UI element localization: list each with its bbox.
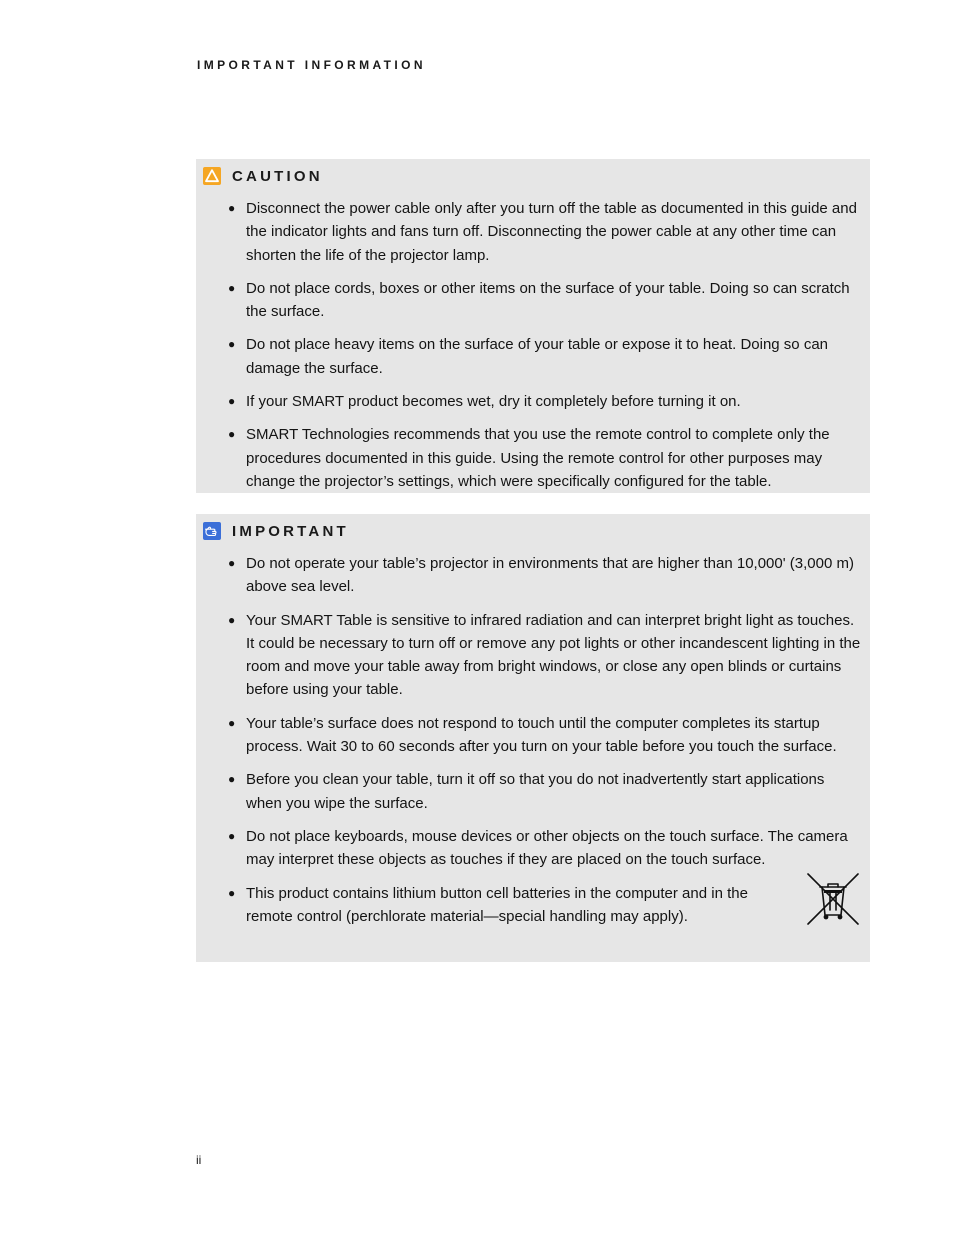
- bullet: ●: [228, 715, 236, 730]
- list-item: ● Your SMART Table is sensitive to infrared radiation and can interpret bright light as touches. It could be necessary to turn off or remove any pot lights or other incandescent lighting in the room and move your table away from bright windows, or close any open blinds or curtains before using your table.: [196, 609, 870, 702]
- caution-heading: [203, 167, 323, 185]
- important-panel: [196, 514, 870, 962]
- running-header: IMPORTANT INFORMATION: [197, 58, 426, 72]
- list-item: ● Do not place keyboards, mouse devices or other objects on the touch surface. The camera may interpret these objects as touches if they are placed on the touch surface.: [196, 825, 870, 872]
- list-item: ● This product contains lithium button cell batteries in the computer and in the remote control (perchlorate material—special handling may apply).: [196, 882, 870, 929]
- bullet: ●: [228, 772, 236, 787]
- bullet: ●: [228, 556, 236, 570]
- bullet: ●: [228, 828, 236, 843]
- caution-title: CAUTION: [232, 167, 323, 185]
- pointing-hand-icon: [203, 522, 221, 540]
- caution-list: [196, 197, 870, 503]
- list-item: ● Do not place heavy items on the surface of your table or expose it to heat. Doing so can damage the surface.: [196, 333, 870, 380]
- bullet: ●: [228, 337, 236, 352]
- list-item: ● Before you clean your table, turn it off so that you do not inadvertently start applications when you wipe the surface.: [196, 768, 870, 815]
- list-item: ● Your table’s surface does not respond to touch until the computer completes its startup process. Wait 30 to 60 seconds after you turn on your table before you touch the surface.: [196, 712, 870, 759]
- list-item: ● If your SMART product becomes wet, dry it completely before turning it on.: [196, 390, 870, 413]
- bullet: ●: [228, 201, 236, 215]
- crossed-out-wheelie-bin-icon: [806, 872, 860, 926]
- list-item: ● SMART Technologies recommends that you use the remote control to complete only the procedures documented in this guide. Using the remote control for other purposes may change the projector’s settings, which were specifically configured for the table.: [196, 423, 870, 493]
- list-item: ● Disconnect the power cable only after you turn off the table as documented in this guide and the indicator lights and fans turn off. Disconnecting the power cable at any other time can shorten the life of the projector lamp.: [196, 197, 870, 267]
- bullet: ●: [228, 885, 236, 900]
- caution-panel: [196, 159, 870, 493]
- important-list: [196, 552, 870, 938]
- list-item: ● Do not operate your table’s projector in environments that are higher than 10,000' (3,000 m) above sea level.: [196, 552, 870, 599]
- important-title: IMPORTANT: [232, 522, 349, 540]
- caution-triangle-icon: [203, 167, 221, 185]
- list-item: ● Do not place cords, boxes or other items on the surface of your table. Doing so can scratch the surface.: [196, 277, 870, 324]
- important-heading: [203, 522, 349, 540]
- bullet: ●: [228, 427, 236, 442]
- page-number: ii: [196, 1153, 202, 1167]
- bullet: ●: [228, 394, 236, 409]
- bullet: ●: [228, 280, 236, 295]
- bullet: ●: [228, 612, 236, 627]
